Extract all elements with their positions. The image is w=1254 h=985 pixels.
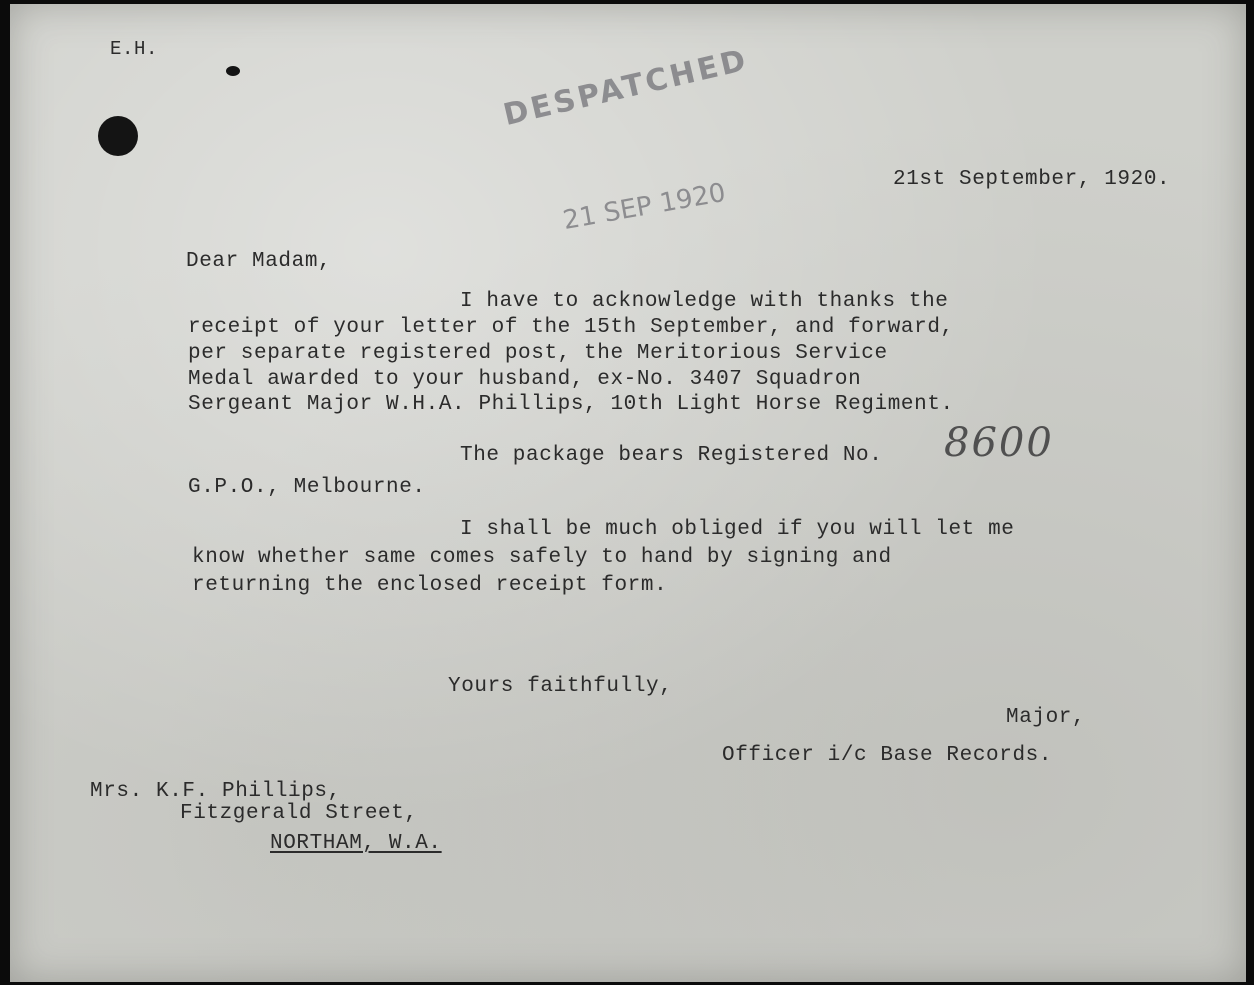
paper-speck — [226, 66, 240, 76]
closing: Yours faithfully, — [448, 675, 673, 698]
body-paragraph-2-line-2: G.P.O., Melbourne. — [188, 476, 426, 499]
letter-date: 21st September, 1920. — [893, 168, 1171, 191]
body-paragraph-2-line-1: The package bears Registered No. — [460, 444, 883, 467]
address-line-3: NORTHAM, W.A. — [270, 832, 442, 855]
body-paragraph-3-line-1: I shall be much obliged if you will let me — [460, 518, 1015, 541]
body-paragraph-1-line-4: Medal awarded to your husband, ex-No. 3407 Squadron — [188, 368, 862, 391]
despatched-stamp: DESPATCHED — [500, 42, 752, 133]
handwritten-registered-number: 8600 — [944, 420, 1054, 466]
punch-hole — [98, 116, 138, 156]
body-paragraph-1-line-2: receipt of your letter of the 15th September, and forward, — [188, 316, 954, 339]
signatory-rank: Major, — [1006, 706, 1086, 729]
reference-initials: E.H. — [110, 38, 159, 60]
body-paragraph-1-line-1: I have to acknowledge with thanks the — [460, 290, 949, 313]
date-received-stamp: 21 SEP 1920 — [560, 177, 728, 236]
address-line-1: Mrs. K.F. Phillips, — [90, 780, 341, 803]
body-paragraph-3-line-2: know whether same comes safely to hand by signing and — [192, 546, 892, 569]
body-paragraph-3-line-3: returning the enclosed receipt form. — [192, 574, 668, 597]
salutation: Dear Madam, — [186, 250, 332, 273]
body-paragraph-1-line-5: Sergeant Major W.H.A. Phillips, 10th Light Horse Regiment. — [188, 393, 954, 416]
signatory-title: Officer i/c Base Records. — [722, 744, 1053, 767]
address-line-2: Fitzgerald Street, — [180, 802, 418, 825]
body-paragraph-1-line-3: per separate registered post, the Meritorious Service — [188, 342, 888, 365]
